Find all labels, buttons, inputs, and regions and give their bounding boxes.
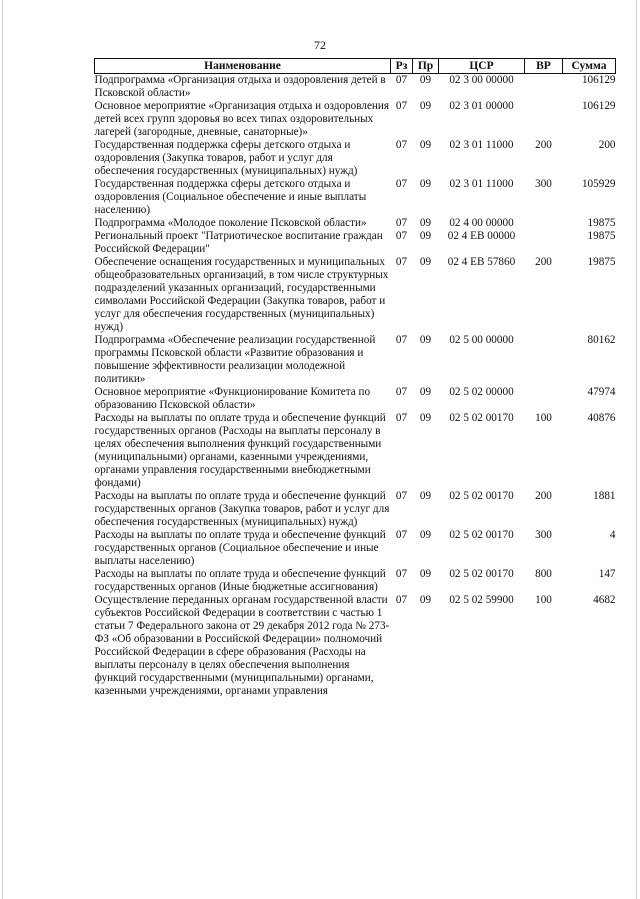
row-rz: 07 [395, 568, 408, 580]
row-csr: 02 5 00 00000 [449, 334, 514, 346]
row-pr: 09 [419, 334, 432, 346]
row-sum: 200 [598, 139, 616, 151]
table-row [95, 178, 616, 217]
row-rz: 07 [395, 490, 408, 502]
row-sum: 19875 [587, 217, 616, 229]
row-pr: 09 [419, 594, 432, 606]
row-csr: 02 5 02 00170 [449, 412, 514, 424]
table-row [95, 256, 616, 334]
row-name: Расходы на выплаты по оплате труда и обеспечение функций государственных органов (Социальное обеспечение и иные выплаты населению) [94, 529, 386, 567]
row-vr [525, 100, 563, 139]
row-rz: 07 [395, 334, 408, 346]
row-pr: 09 [419, 568, 432, 580]
table-row [95, 412, 616, 490]
row-vr: 100 [535, 594, 552, 606]
budget-table [94, 58, 616, 698]
table-row [95, 139, 616, 178]
row-rz: 07 [395, 100, 408, 112]
row-vr [525, 386, 563, 412]
table-row [95, 230, 616, 256]
row-sum: 19875 [587, 256, 616, 268]
header-name: Наименование [95, 59, 391, 74]
scan-edge-right [636, 0, 637, 899]
row-name: Осуществление переданных органам государственной власти субъектов Российской Федерации в соответствии с частью 1 статьи 7 Федерального закона от 29 декабря 2012 года № 273-ФЗ «Об образовании в Российской Федерации» полномочий Российской Федерации в сфере образования (Расходы на выплаты персоналу в целях обеспечения выполнения функций государственными (муниципальными) органами, казенными учреждениями, органами управления [94, 594, 390, 697]
row-vr: 200 [535, 490, 552, 502]
row-name: Государственная поддержка сферы детского отдыха и оздоровления (Закупка товаров, работ и услуг для обеспечения государственных (муниципальных) нужд) [94, 139, 358, 177]
row-pr: 09 [419, 217, 432, 229]
row-csr: 02 5 02 00000 [449, 386, 514, 398]
row-rz: 07 [395, 386, 408, 398]
row-sum: 4682 [593, 594, 616, 606]
row-rz: 07 [395, 412, 408, 424]
header-vr: ВР [525, 59, 563, 74]
row-name: Подпрограмма «Обеспечение реализации государственной программы Псковской области «Развитие образования и повышение эффективности реализации молодежной политики» [94, 334, 376, 385]
row-sum: 106129 [581, 100, 616, 112]
row-rz: 07 [395, 529, 408, 541]
row-vr: 100 [535, 412, 552, 424]
row-pr: 09 [419, 412, 432, 424]
row-pr: 09 [419, 529, 432, 541]
row-pr: 09 [419, 139, 432, 151]
row-csr: 02 4 EB 00000 [447, 230, 516, 242]
row-csr: 02 3 01 11000 [449, 178, 514, 190]
table-row [95, 74, 616, 101]
row-sum: 147 [598, 568, 616, 580]
header-csr: ЦСР [439, 59, 525, 74]
row-name: Подпрограмма «Молодое поколение Псковской области» [94, 217, 367, 229]
row-pr: 09 [419, 178, 432, 190]
scan-edge-left [2, 0, 3, 899]
row-vr: 800 [535, 568, 552, 580]
row-sum: 1881 [593, 490, 616, 502]
header-sum: Сумма [563, 59, 616, 74]
row-csr: 02 3 00 00000 [449, 74, 514, 86]
row-vr: 200 [535, 256, 552, 268]
row-csr: 02 3 01 11000 [449, 139, 514, 151]
row-vr [525, 217, 563, 230]
row-rz: 07 [395, 256, 408, 268]
table-row [95, 490, 616, 529]
row-rz: 07 [395, 139, 408, 151]
row-pr: 09 [419, 490, 432, 502]
table-row [95, 529, 616, 568]
row-csr: 02 5 02 00170 [449, 490, 514, 502]
row-rz: 07 [395, 217, 408, 229]
row-sum: 4 [609, 529, 616, 541]
row-name: Подпрограмма «Организация отдыха и оздоровления детей в Псковской области» [94, 74, 386, 99]
row-pr: 09 [419, 386, 432, 398]
row-pr: 09 [419, 74, 432, 86]
row-csr: 02 5 02 00170 [449, 529, 514, 541]
table-row [95, 594, 616, 698]
header-rz: Рз [391, 59, 413, 74]
page-number: 72 [314, 38, 326, 52]
row-name: Расходы на выплаты по оплате труда и обеспечение функций государственных органов (Закупка товаров, работ и услуг для обеспечения государственных (муниципальных) нужд) [94, 490, 390, 528]
row-vr: 300 [535, 529, 552, 541]
row-name: Основное мероприятие «Функционирование Комитета по образованию Псковской области» [94, 386, 371, 411]
row-rz: 07 [395, 74, 408, 86]
row-name: Региональный проект "Патриотическое воспитание граждан Российской Федерации" [94, 230, 383, 255]
row-name: Основное мероприятие «Организация отдыха и оздоровления детей всех групп здоровья во всех типах оздоровительных лагерей (загородные, дневные, санаторные)» [94, 100, 390, 138]
row-vr [525, 334, 563, 386]
row-sum: 19875 [587, 230, 616, 242]
row-vr [525, 74, 563, 101]
header-pr: Пр [413, 59, 439, 74]
row-pr: 09 [419, 230, 432, 242]
row-rz: 07 [395, 230, 408, 242]
row-csr: 02 4 00 00000 [449, 217, 514, 229]
row-csr: 02 5 02 00170 [449, 568, 514, 580]
row-vr: 200 [535, 139, 552, 151]
row-rz: 07 [395, 594, 408, 606]
row-vr: 300 [535, 178, 552, 190]
row-name: Государственная поддержка сферы детского отдыха и оздоровления (Социальное обеспечение и иные выплаты населению) [94, 178, 367, 216]
table-row [95, 217, 616, 230]
table-row [95, 334, 616, 386]
table-row [95, 386, 616, 412]
row-sum: 47974 [587, 386, 616, 398]
row-csr: 02 4 EB 57860 [447, 256, 516, 268]
row-name: Обеспечение оснащения государственных и муниципальных общеобразовательных организаций, в том числе структурных подразделений указанных организаций, государственными символами Российской Федерации (Закупка товаров, работ и услуг для обеспечения государственных (муниципальных) нужд) [94, 256, 389, 333]
table-header-row [95, 59, 616, 74]
row-vr [525, 230, 563, 256]
row-name: Расходы на выплаты по оплате труда и обеспечение функций государственных органов (Расходы на выплаты персоналу в целях обеспечения выполнения функций государственными (муниципальными) органами, казенными учреждениями, органами управления государственными внебюджетными фондами) [94, 412, 386, 489]
row-name: Расходы на выплаты по оплате труда и обеспечение функций государственных органов (Иные бюджетные ассигнования) [94, 568, 386, 593]
row-pr: 09 [419, 100, 432, 112]
row-sum: 40876 [587, 412, 616, 424]
row-sum: 80162 [587, 334, 616, 346]
row-csr: 02 5 02 59900 [449, 594, 514, 606]
row-sum: 106129 [581, 74, 616, 86]
row-csr: 02 3 01 00000 [449, 100, 514, 112]
row-rz: 07 [395, 178, 408, 190]
table-row [95, 568, 616, 594]
row-sum: 105929 [581, 178, 616, 190]
table-row [95, 100, 616, 139]
row-pr: 09 [419, 256, 432, 268]
